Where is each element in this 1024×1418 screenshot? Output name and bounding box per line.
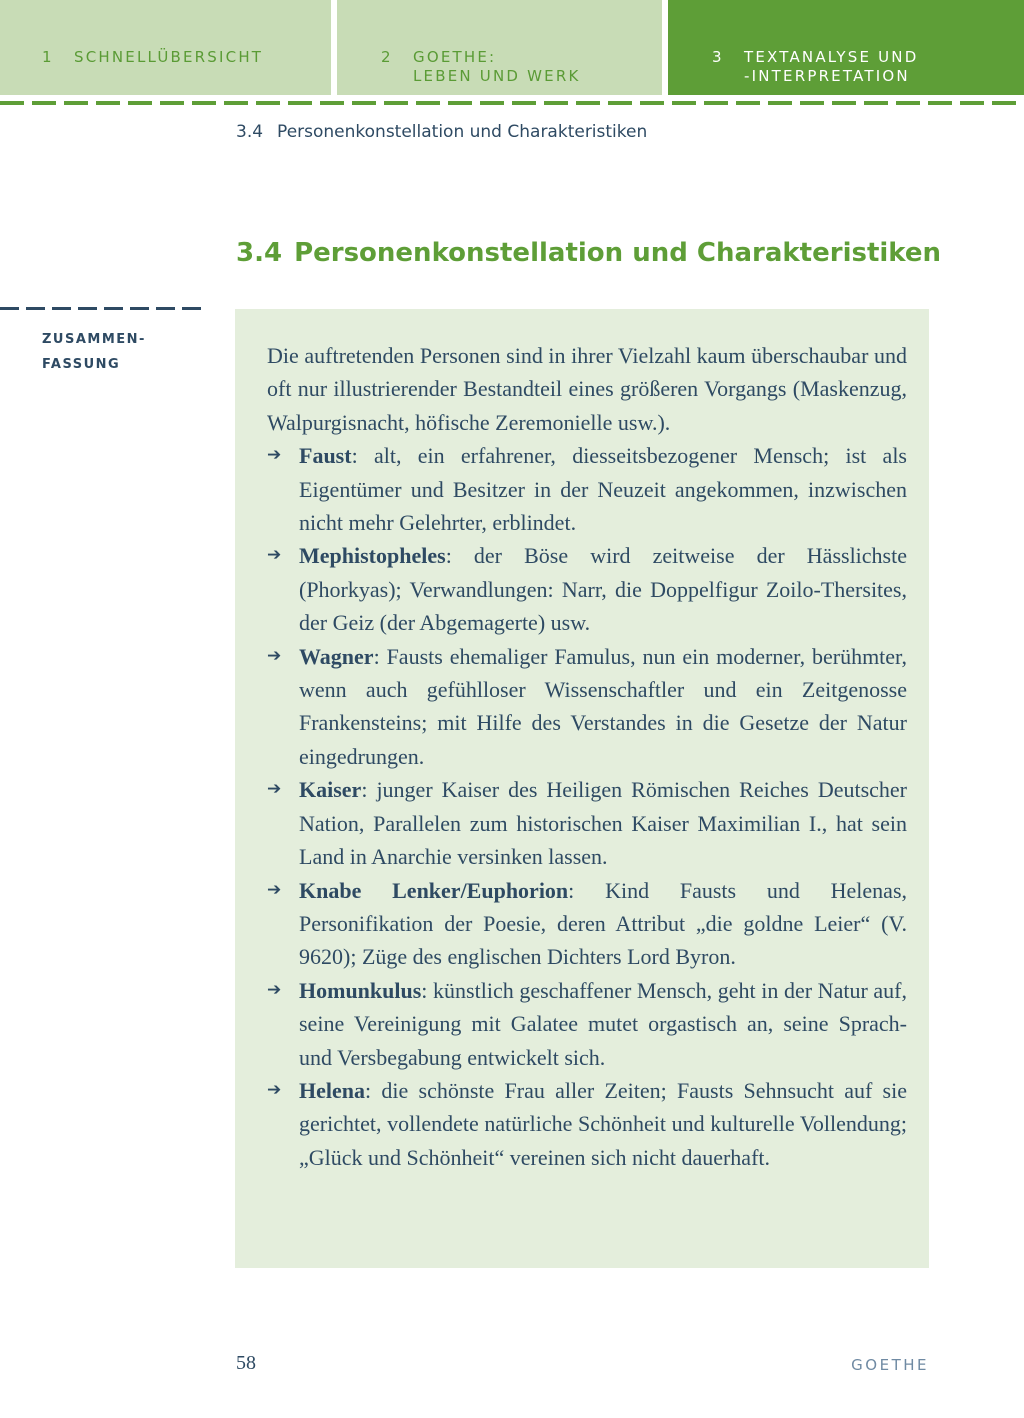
list-item-homunkulus [267,974,907,1074]
character-description: : alt, ein erfahrener, diesseitsbezogener Mensch; ist als Eigentümer und Besitzer in der Neuzeit angekommen, inzwischen nicht mehr Gelehrter, erblindet. [299,443,907,536]
character-name: Mephistopheles [299,543,446,569]
running-head-title: Personenkonstellation und Charakteristiken [277,122,648,142]
tab-number: 2 [381,48,393,66]
arrow-right-icon: ➔ [267,779,282,800]
tab-label: TEXTANALYSE UND -INTERPRETATION [744,48,919,85]
character-name: Faust [299,443,352,469]
arrow-right-icon: ➔ [267,879,282,900]
character-name: Helena [299,1077,365,1103]
tab-number: 1 [42,48,54,66]
character-description: : Kind Fausts und Helenas, Personifikation der Poesie, deren Attribut „die goldne Leier“ (V. 9620); Züge des englischen Dichters Lord Byron. [299,877,907,970]
summary-content [267,339,907,1174]
list-item-faust [267,439,907,539]
list-item-mephistopheles [267,539,907,639]
tab-goethe-leben-und-werk[interactable] [337,0,662,95]
running-head [236,122,647,142]
character-name: Homunkulus [299,977,422,1003]
character-description: : junger Kaiser des Heiligen Römischen Reiches Deutscher Nation, Parallelen zum historischen Kaiser Maximilian I., hat sein Land in Anarchie versinken lassen. [299,777,907,870]
summary-intro: Die auftretenden Personen sind in ihrer Vielzahl kaum überschaubar und oft nur illustrierender Bestandteil eines größeren Vorgangs (Maskenzug, Walpurgisnacht, höfische Zeremonielle usw.). [267,343,907,435]
list-item-helena [267,1074,907,1174]
character-description: : Fausts ehemaliger Famulus, nun ein moderner, berühmter, wenn auch gefühlloser Wissenschaftler und ein Zeitgenosse Frankensteins; mit Hilfe des Verstandes in die Gesetze der Natur eingedrungen. [299,643,907,769]
character-description: : die schönste Frau aller Zeiten; Fausts Sehnsucht auf sie gerichtet, vollendete natürliche Schönheit und kulturelle Vollendung; „Glück und Schönheit“ vereinen sich nicht dauerhaft. [299,1077,907,1170]
character-name: Wagner [299,643,374,669]
character-description: : der Böse wird zeitweise der Hässlichste (Phorkyas); Verwandlungen: Narr, die Doppelfigur Zoilo-Thersites, der Geiz (der Abgemagerte) usw. [299,543,907,636]
summary-box [235,309,929,1268]
sidebar-dashed-divider [0,307,204,310]
page-title-section: 3.4 [236,238,283,268]
list-item-euphorion [267,874,907,974]
arrow-right-icon: ➔ [267,979,282,1000]
list-item-wagner [267,640,907,774]
arrow-right-icon: ➔ [267,445,282,466]
header-dashed-divider [0,101,1024,105]
sidebar-label-zusammenfassung: ZUSAMMEN- FASSUNG [42,332,146,372]
running-head-section: 3.4 [236,122,264,142]
page-number: 58 [236,1352,256,1374]
character-description: : künstlich geschaffener Mensch, geht in der Natur auf, seine Vereinigung mit Galatee mutet orgastisch an, seine Sprach- und Versbegabung entwickelt sich. [299,977,907,1070]
list-item-kaiser [267,773,907,873]
arrow-right-icon: ➔ [267,545,282,566]
footer-book-title: GOETHE [851,1356,929,1374]
tab-textanalyse-active[interactable] [668,0,1024,95]
arrow-right-icon: ➔ [267,645,282,666]
character-name: Kaiser [299,777,362,803]
tab-schnelluebersicht[interactable] [0,0,331,95]
character-name: Knabe Lenker/Euphorion [299,877,569,903]
tab-label: SCHNELLÜBERSICHT [74,48,264,66]
page-title [236,238,941,268]
arrow-right-icon: ➔ [267,1079,282,1100]
character-list [267,439,907,1174]
tab-label: GOETHE: LEBEN UND WERK [413,48,581,85]
tab-number: 3 [712,48,724,66]
page-title-text: Personenkonstellation und Charakteristiken [294,238,942,268]
